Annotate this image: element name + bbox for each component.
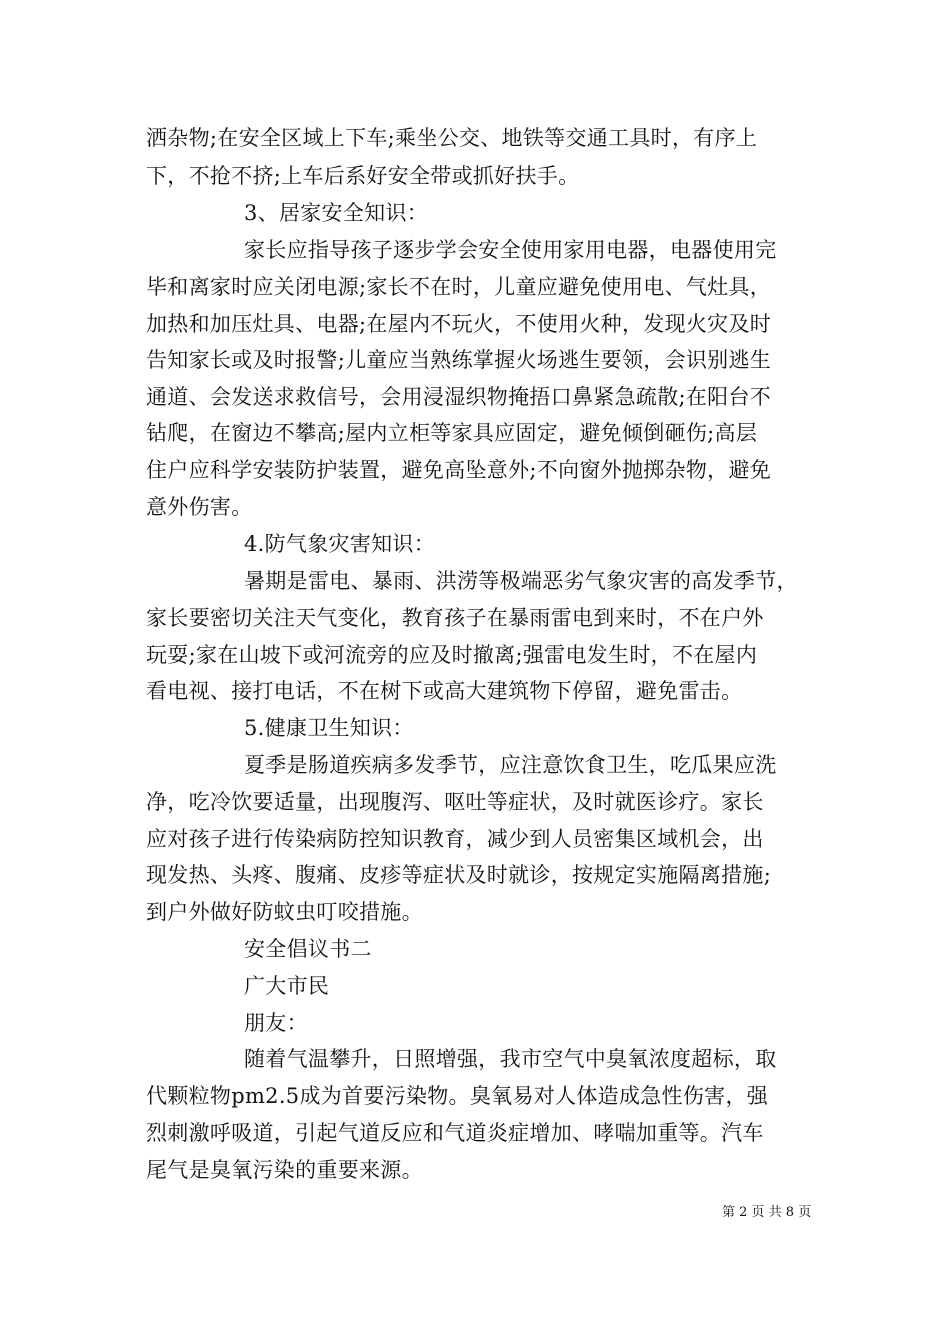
page-number: 第 2 页 共 8 页: [722, 1205, 812, 1220]
text-line: 家长要密切关注天气变化，教育孩子在暴雨雷电到来时，不在户外: [146, 606, 764, 630]
salutation-line: 广大市民: [244, 974, 330, 998]
text-line: 代颗粒物pm2.5成为首要污染物。臭氧易对人体造成急性伤害，强: [146, 1084, 769, 1108]
text-line: 告知家长或及时报警;儿童应当熟练掌握火场逃生要领，会识别逃生: [146, 348, 772, 372]
paragraph-start: 暑期是雷电、暴雨、洪涝等极端恶劣气象灾害的高发季节，: [244, 569, 798, 593]
text-line: 净，吃冷饮要适量，出现腹泻、呕吐等症状，及时就医诊疗。家长: [146, 790, 764, 814]
paragraph-start: 家长应指导孩子逐步学会安全使用家用电器，电器使用完: [244, 238, 777, 262]
text-line: 尾气是臭氧污染的重要来源。: [146, 1158, 423, 1182]
text-line: 洒杂物;在安全区域上下车;乘坐公交、地铁等交通工具时，有序上: [146, 126, 758, 150]
text-line: 烈刺激呼吸道，引起气道反应和气道炎症增加、哮喘加重等。汽车: [146, 1121, 764, 1145]
document-subtitle: 安全倡议书二: [244, 937, 372, 961]
text-line: 玩耍;家在山坡下或河流旁的应及时撤离;强雷电发生时，不在屋内: [146, 643, 758, 667]
text-line: 毕和离家时应关闭电源;家长不在时，儿童应避免使用电、气灶具，: [146, 275, 772, 299]
section-heading: 4.防气象灾害知识：: [244, 532, 436, 556]
section-heading: 5.健康卫生知识：: [244, 716, 414, 740]
paragraph-start: 夏季是肠道疾病多发季节，应注意饮食卫生，吃瓜果应洗: [244, 753, 777, 777]
text-line: 到户外做好防蚊虫叮咬措施。: [146, 900, 423, 924]
text-line: 住户应科学安装防护装置，避免高坠意外;不向窗外抛掷杂物，避免: [146, 458, 772, 482]
text-line: 通道、会发送求救信号，会用浸湿织物掩捂口鼻紧急疏散;在阳台不: [146, 385, 772, 409]
salutation-line: 朋友：: [244, 1011, 308, 1035]
section-heading: 3、居家安全知识：: [244, 201, 429, 225]
text-line: 加热和加压灶具、电器;在屋内不玩火，不使用火种，发现火灾及时: [146, 312, 772, 336]
text-line: 钻爬，在窗边不攀高;屋内立柜等家具应固定，避免倾倒砸伤;高层: [146, 421, 758, 445]
text-line: 看电视、接打电话，不在树下或高大建筑物下停留，避免雷击。: [146, 679, 743, 703]
text-line: 应对孩子进行传染病防控知识教育，减少到人员密集区域机会，出: [146, 827, 764, 851]
text-line: 现发热、头疼、腹痛、皮疹等症状及时就诊，按规定实施隔离措施;: [146, 863, 772, 887]
paragraph-start: 随着气温攀升，日照增强，我市空气中臭氧浓度超标，取: [244, 1047, 777, 1071]
text-line: 意外伤害。: [146, 495, 253, 519]
text-line: 下，不抢不挤;上车后系好安全带或抓好扶手。: [146, 164, 580, 188]
